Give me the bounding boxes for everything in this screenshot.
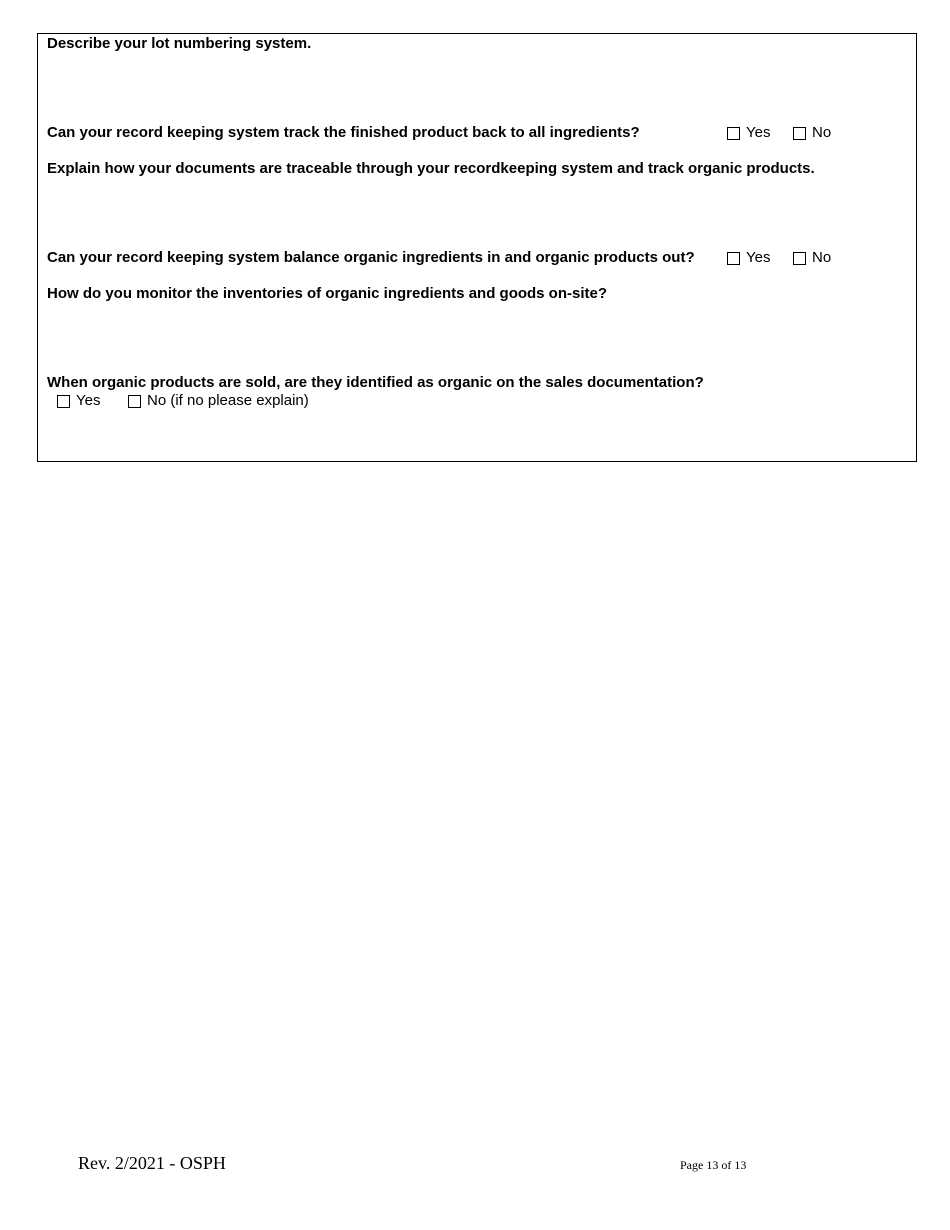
footer-revision: Rev. 2/2021 - OSPH (78, 1153, 226, 1173)
sales-yes-checkbox[interactable] (57, 395, 70, 408)
sales-yes-option[interactable] (57, 392, 100, 410)
question-balance-organic: Can your record keeping system balance organic ingredients in and organic products out? (47, 249, 695, 266)
track-finished-yes-label: Yes (746, 124, 771, 141)
balance-yes-checkbox[interactable] (727, 252, 740, 265)
balance-yes-option[interactable] (727, 249, 770, 267)
track-finished-yes-option[interactable] (727, 124, 770, 142)
form-section-box (37, 33, 917, 462)
question-traceable-documents: Explain how your documents are traceable through your recordkeeping system and track organic products. (47, 160, 815, 177)
balance-no-option[interactable] (793, 249, 831, 267)
question-monitor-inventories: How do you monitor the inventories of organic ingredients and goods on-site? (47, 285, 608, 302)
question-sales-documentation: When organic products are sold, are they identified as organic on the sales documentation? (47, 374, 704, 391)
footer-page-number: Page 13 of 13 (680, 1158, 747, 1172)
track-finished-no-label: No (812, 124, 832, 141)
track-finished-no-option[interactable] (793, 124, 831, 142)
question-track-finished-product: Can your record keeping system track the finished product back to all ingredients? (47, 124, 640, 141)
track-finished-no-checkbox[interactable] (793, 127, 806, 140)
balance-no-checkbox[interactable] (793, 252, 806, 265)
sales-no-option[interactable] (128, 392, 309, 410)
track-finished-yes-checkbox[interactable] (727, 127, 740, 140)
sales-yes-label: Yes (76, 392, 101, 409)
balance-yes-label: Yes (746, 249, 771, 266)
question-lot-numbering: Describe your lot numbering system. (47, 35, 312, 52)
sales-no-label: No (if no please explain) (147, 392, 309, 409)
balance-no-label: No (812, 249, 832, 266)
sales-no-checkbox[interactable] (128, 395, 141, 408)
